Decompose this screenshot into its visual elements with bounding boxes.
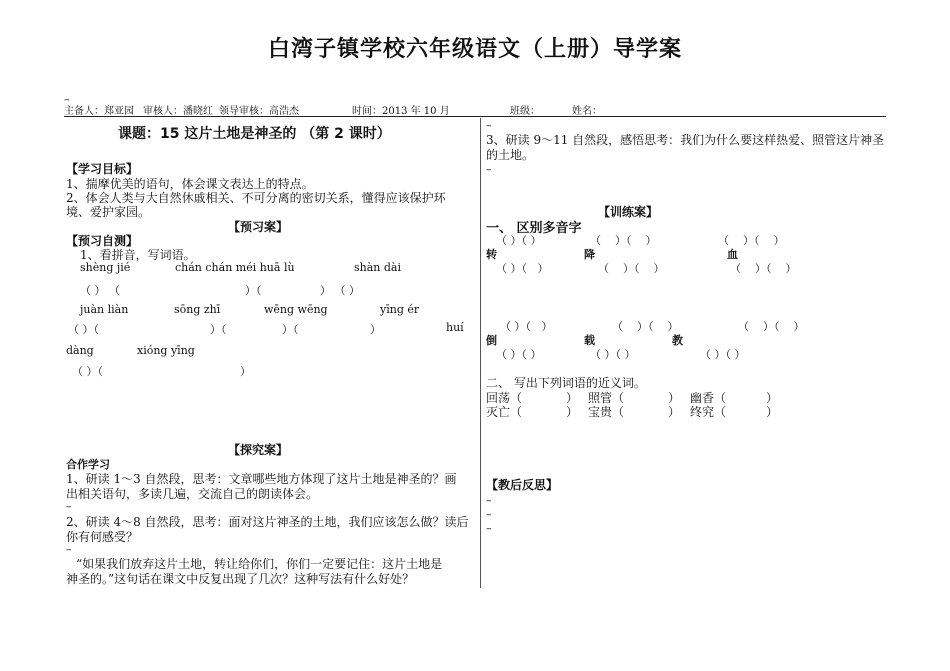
answer-blank: ）（ bbox=[245, 284, 262, 297]
name-label: 姓名： bbox=[572, 106, 602, 117]
pinyin-word: sōng zhī bbox=[174, 303, 221, 316]
polyphone-char: 转 bbox=[486, 248, 497, 261]
pinyin-word: shèng jié bbox=[80, 261, 131, 274]
goal-item-2-line1: 2、体会人类与大自然休戚相关、不可分离的密切关系，懂得应该保护环 bbox=[66, 191, 446, 205]
pinyin-word: yīng ér bbox=[380, 303, 420, 316]
dash-mark: – bbox=[486, 508, 492, 521]
polyphone-heading: 一、 区别多音字 bbox=[486, 221, 582, 236]
leader-label: 领导审核：高浩杰 bbox=[219, 106, 299, 117]
dash-mark: – bbox=[66, 543, 72, 556]
dash-mark: – bbox=[486, 494, 492, 507]
question-2-line1: 2、研读 4～8 自然段，思考：面对这片神圣的土地，我们应该怎么做？读后 bbox=[66, 515, 469, 529]
answer-blank: ） bbox=[240, 365, 251, 378]
answer-blank: ） （ ） bbox=[320, 284, 360, 297]
pinyin-word: dàng bbox=[66, 344, 94, 357]
pinyin-word: xióng yīng bbox=[137, 344, 195, 357]
answer-blank: ） bbox=[370, 323, 381, 336]
preview-heading: 【预习案】 bbox=[228, 220, 289, 234]
synonym-word: 宝贵（ bbox=[588, 405, 625, 419]
synonym-word: 照管（ bbox=[588, 391, 625, 405]
question-quote-line1: “如果我们放弃这片土地，转让给你们，你们一定要记住：这片土地是 bbox=[76, 557, 443, 571]
synonym-blank: ） bbox=[668, 405, 681, 419]
explore-heading: 【探究案】 bbox=[228, 443, 289, 457]
dash-mark: – bbox=[486, 119, 492, 132]
dash-mark: – bbox=[64, 93, 70, 106]
class-label: 班级： bbox=[510, 106, 540, 117]
training-heading: 【训练案】 bbox=[598, 205, 659, 219]
pinyin-word: chán chán méi huā lù bbox=[175, 261, 295, 274]
polyphone-char: 降 bbox=[584, 248, 595, 261]
time-label: 时间：2013 年 10 月 bbox=[352, 106, 450, 117]
polyphone-char: 教 bbox=[672, 334, 683, 347]
reflection-heading: 【教后反思】 bbox=[486, 478, 559, 492]
answer-blank: （ ） （ bbox=[80, 284, 120, 297]
self-test-heading: 【预习自测】 bbox=[66, 234, 139, 248]
question-2-line2: 你有何感受？ bbox=[66, 530, 139, 544]
coop-label: 合作学习 bbox=[66, 458, 110, 471]
synonym-blank: ） bbox=[566, 391, 579, 405]
synonym-word: 终究（ bbox=[690, 405, 727, 419]
question-quote-line2: 神圣的。”这句话在课文中反复出现了几次？这种写法有什么好处？ bbox=[66, 572, 415, 586]
pinyin-word: wēng wēng bbox=[264, 303, 328, 316]
polyphone-char: 载 bbox=[584, 334, 595, 347]
polyphone-char: 血 bbox=[727, 248, 738, 261]
synonym-word: 幽香（ bbox=[690, 391, 727, 405]
pinyin-word: huí bbox=[446, 321, 464, 334]
dash-mark: – bbox=[66, 500, 72, 513]
reviewer-label: 审核人：潘晓红 bbox=[143, 106, 213, 117]
polyphone-char: 倒 bbox=[486, 334, 497, 347]
question-1-line1: 1、研读 1～3 自然段，思考：文章哪些地方体现了这片土地是神圣的？画 bbox=[66, 472, 457, 486]
synonym-word: 回荡（ bbox=[486, 391, 523, 405]
header-rule bbox=[64, 116, 886, 117]
dash-mark: – bbox=[486, 522, 492, 535]
synonym-heading: 二、 写出下列词语的近义词。 bbox=[486, 376, 646, 390]
pinyin-word: shàn dài bbox=[354, 261, 401, 274]
page-title: 白湾子镇学校六年级语文（上册）导学案 bbox=[267, 37, 682, 62]
synonym-blank: ） bbox=[668, 391, 681, 405]
synonym-blank: ） bbox=[566, 405, 579, 419]
answer-blank: ）（ bbox=[282, 323, 299, 336]
goals-heading: 【学习目标】 bbox=[66, 162, 139, 176]
answer-blank: ）（ bbox=[210, 323, 227, 336]
goal-item-1: 1、揣摩优美的语句，体会课文表达上的特点。 bbox=[66, 177, 314, 191]
column-divider bbox=[480, 118, 481, 588]
synonym-blank: ） bbox=[766, 391, 779, 405]
lesson-title: 课题：15 这片土地是神圣的 （第 2 课时） bbox=[118, 126, 391, 142]
question-3-line2: 的土地。 bbox=[486, 148, 535, 162]
question-1-line2: 出相关语句，多读几遍，交流自己的朗读体会。 bbox=[66, 487, 319, 501]
author-label: 主备人：郑亚园 bbox=[64, 106, 134, 117]
question-3-line1: 3、研读 9～11 自然段，感悟思考：我们为什么要这样热爱、照管这片神圣 bbox=[486, 133, 885, 147]
synonym-blank: ） bbox=[766, 405, 779, 419]
pinyin-word: juàn liàn bbox=[80, 303, 129, 316]
goal-item-2-line2: 境、爱护家园。 bbox=[66, 205, 151, 219]
pinyin-task: 1、看拼音，写词语。 bbox=[80, 248, 196, 262]
answer-blank: （ ）（ bbox=[72, 365, 103, 378]
dash-mark: – bbox=[486, 163, 492, 176]
synonym-word: 灭亡（ bbox=[486, 405, 523, 419]
answer-blank: （ ）（ bbox=[68, 323, 99, 336]
